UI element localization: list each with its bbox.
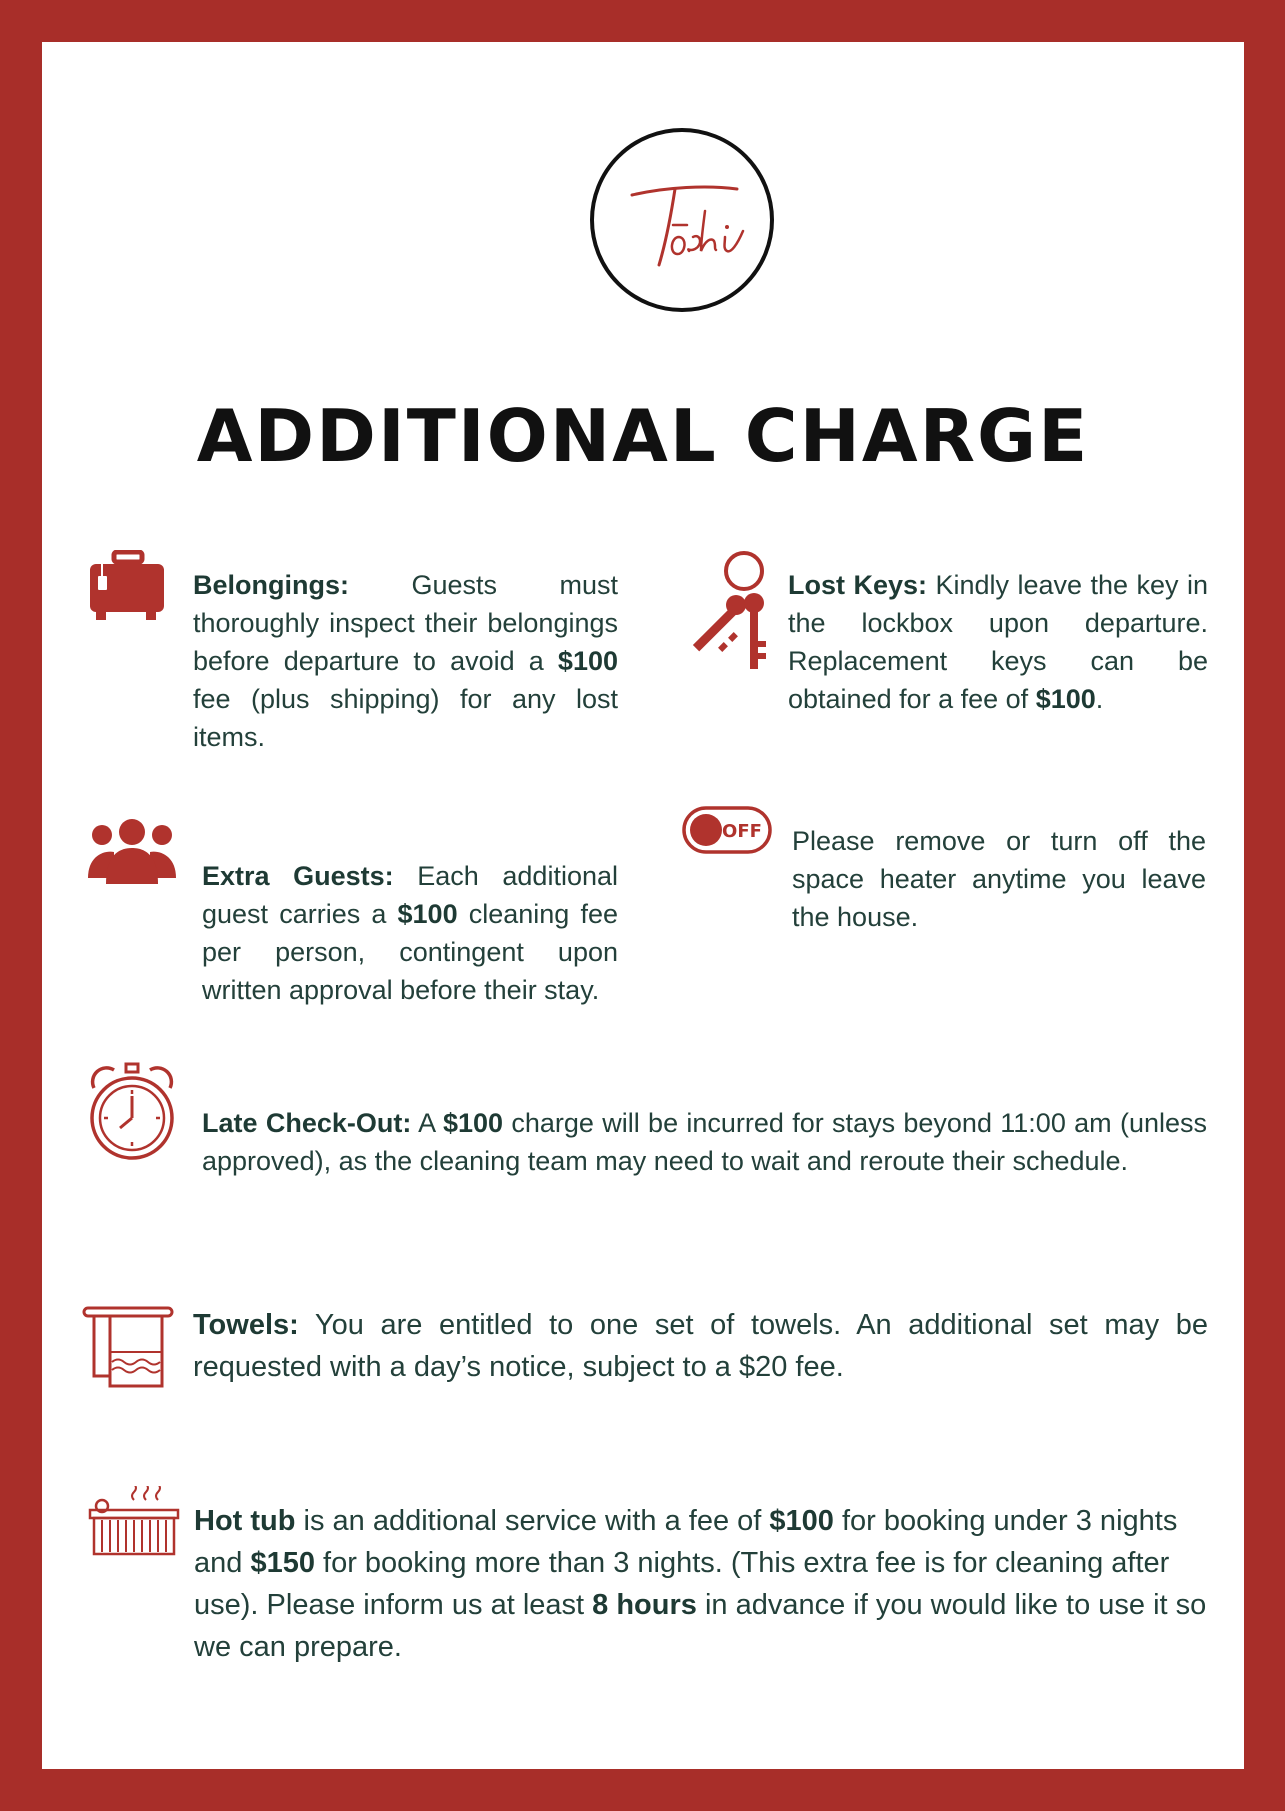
- hot-tub-text: Hot tub is an additional service with a fee of $100 for booking under 3 nights and $150 for booking more than 3 nights. (This extra fee is for cleaning after use). Please inform us at least 8 hours in advance if you would like to use it so we can prepare.: [194, 1505, 1207, 1663]
- hot-tub-notice: 8 hours: [592, 1589, 697, 1621]
- towel-icon: [80, 1304, 176, 1390]
- toshi-logo: [587, 125, 777, 315]
- off-switch-label: OFF: [722, 821, 762, 842]
- hot-tub-label: Hot tub: [194, 1505, 296, 1537]
- hot-tub-fee-long: $150: [250, 1547, 315, 1579]
- notice-card: [42, 42, 1244, 1769]
- lost-keys-fee: $100: [1035, 684, 1096, 714]
- keys-icon: [680, 545, 776, 675]
- towels-text: Towels: You are entitled to one set of towels. An additional set may be requested with a day’s notice, subject to a $20 fee.: [193, 1309, 1208, 1383]
- belongings-fee: $100: [557, 646, 618, 676]
- belongings-text: Belongings: Guests must thoroughly inspect their belongings before departure to avoid a $100 fee (plus shipping) for any lost items.: [193, 570, 618, 752]
- extra-guests-label: Extra Guests:: [202, 861, 394, 891]
- off-switch-icon: [682, 806, 772, 854]
- lost-keys-text: Lost Keys: Kindly leave the key in the lockbox upon departure. Replacement keys can be obtained for a fee of $100.: [788, 570, 1208, 714]
- late-checkout-text: Late Check-Out: A $100 charge will be incurred for stays beyond 11:00 am (unless approved), as the cleaning team may need to wait and reroute their schedule.: [202, 1108, 1207, 1176]
- extra-guests-fee: $100: [397, 899, 458, 929]
- luggage-icon: [86, 550, 166, 626]
- extra-guests-text: Extra Guests: Each additional guest carries a $100 cleaning fee per person, contingent upon written approval before their stay.: [202, 861, 618, 1005]
- late-checkout-fee: $100: [443, 1108, 504, 1138]
- alarm-clock-icon: [86, 1062, 178, 1162]
- page-title: ADDITIONAL CHARGE: [196, 394, 1090, 478]
- group-icon: [86, 818, 178, 886]
- hot-tub-icon: [88, 1486, 180, 1558]
- lost-keys-label: Lost Keys:: [788, 570, 927, 600]
- towels-label: Towels:: [193, 1309, 299, 1341]
- space-heater-text: Please remove or turn off the space heater anytime you leave the house.: [792, 826, 1206, 932]
- belongings-label: Belongings:: [193, 570, 349, 600]
- late-checkout-label: Late Check-Out:: [202, 1108, 412, 1138]
- hot-tub-fee-short: $100: [769, 1505, 834, 1537]
